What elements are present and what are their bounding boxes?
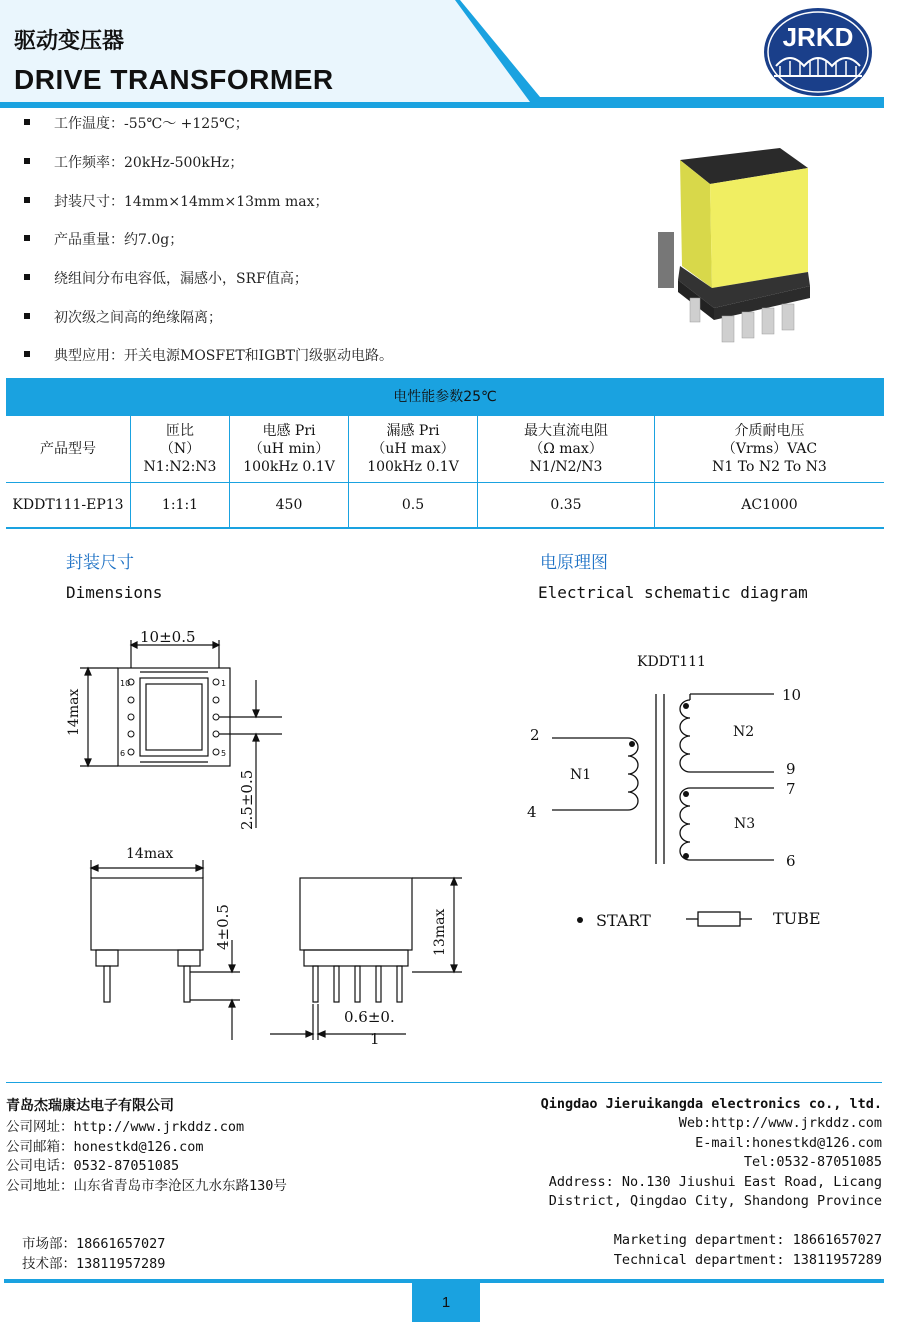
table-header: 产品型号 — [6, 416, 131, 483]
pin-label: 10 — [120, 679, 131, 688]
pin-label: 7 — [786, 780, 796, 798]
feature-item: 初次级之间高的绝缘隔离； — [24, 307, 222, 327]
dim-side-height: 14max — [66, 688, 82, 736]
pin-label: 6 — [786, 852, 796, 870]
schematic-title-en: Electrical schematic diagram — [538, 583, 808, 602]
dimensions-drawing — [0, 610, 470, 1050]
feature-item: 封装尺寸：14mm×14mm×13mm max； — [24, 191, 329, 211]
table-header-row — [6, 416, 884, 483]
address-cn: 公司地址：山东省青岛市李沧区九水东路130号 — [6, 1178, 287, 1194]
feature-item: 工作温度：-55℃～ +125℃； — [24, 113, 249, 133]
website-cn: 公司网址：http://www.jrkddz.com — [6, 1119, 245, 1135]
table-cell: AC1000 — [655, 483, 885, 529]
email-en: E-mail:honestkd@126.com — [695, 1135, 882, 1151]
product-photo — [650, 140, 822, 352]
feature-item: 典型应用：开关电源MOSFET和IGBT门级驱动电路。 — [24, 345, 393, 365]
email-cn: 公司邮箱：honestkd@126.com — [6, 1139, 204, 1155]
legend-start: START — [596, 911, 651, 930]
marketing-en: Marketing department: 18661657027 — [613, 1232, 882, 1248]
pin-label: 2 — [530, 726, 540, 744]
title-en: DRIVE TRANSFORMER — [14, 64, 334, 95]
pin-label: 9 — [786, 760, 796, 778]
jrkd-logo — [762, 6, 874, 98]
page-number: 1 — [412, 1283, 480, 1322]
dim-pin-width: 0.6±0. — [344, 1008, 395, 1026]
table-cell: 0.35 — [478, 483, 655, 529]
schematic-part: KDDT111 — [637, 654, 706, 670]
company-name-en: Qingdao Jieruikangda electronics co., ltd. — [540, 1096, 882, 1112]
table-row — [6, 483, 884, 529]
schematic-diagram — [500, 640, 880, 940]
pin-label: 5 — [221, 749, 227, 758]
dim-pitch: 2.5±0.5 — [238, 769, 256, 830]
technical-cn: 技术部：13811957289 — [22, 1256, 166, 1272]
dim-top-width: 10±0.5 — [140, 628, 196, 646]
table-header: 电感 Pri （uH min） 100kHz 0.1V — [230, 416, 349, 483]
phone-en: Tel:0532-87051085 — [743, 1154, 882, 1170]
schematic-title-cn: 电原理图 — [540, 553, 608, 573]
address-en-2: District, Qingdao City, Shandong Province — [548, 1193, 882, 1209]
phone-cn: 公司电话：0532-87051085 — [6, 1158, 180, 1174]
logo-text: JRKD — [782, 22, 854, 52]
legend-tube: TUBE — [773, 909, 821, 928]
table-header: 漏感 Pri （uH max） 100kHz 0.1V — [349, 416, 478, 483]
website-en: Web:http://www.jrkddz.com — [678, 1115, 882, 1131]
spec-table — [6, 378, 884, 529]
pin-label: 4 — [527, 803, 537, 821]
technical-en: Technical department: 13811957289 — [613, 1252, 882, 1268]
winding-label: N3 — [734, 816, 756, 832]
dim-pin-length: 4±0.5 — [214, 904, 232, 950]
feature-item: 绕组间分布电容低，漏感小，SRF值高； — [24, 268, 308, 288]
feature-item: 产品重量：约7.0g； — [24, 229, 183, 249]
dimensions-title-en: Dimensions — [66, 583, 163, 602]
table-header: 介质耐电压 （Vrms）VAC N1 To N2 To N3 — [655, 416, 885, 483]
company-name-cn: 青岛杰瑞康达电子有限公司 — [6, 1098, 174, 1114]
pin-label: 1 — [221, 679, 227, 688]
winding-label: N2 — [733, 724, 755, 740]
footer-divider — [6, 1082, 882, 1083]
table-caption: 电性能参数25℃ — [6, 378, 884, 416]
table-cell: 450 — [230, 483, 349, 529]
table-cell: 0.5 — [349, 483, 478, 529]
table-header: 匝比 （N） N1:N2:N3 — [131, 416, 230, 483]
feature-item: 工作频率：20kHz-500kHz； — [24, 152, 243, 172]
dimensions-title-cn: 封装尺寸 — [66, 553, 134, 573]
table-cell: 1:1:1 — [131, 483, 230, 529]
dim-front-width: 14max — [126, 846, 174, 862]
title-cn: 驱动变压器 — [14, 29, 125, 54]
table-cell: KDDT111-EP13 — [6, 483, 131, 529]
table-header: 最大直流电阻 （Ω max） N1/N2/N3 — [478, 416, 655, 483]
address-en-1: Address: No.130 Jiushui East Road, Licang — [548, 1174, 882, 1190]
pin-label: 6 — [120, 749, 126, 758]
marketing-cn: 市场部：18661657027 — [22, 1236, 166, 1252]
pin-label: 10 — [782, 686, 802, 704]
dim-height: 13max — [432, 908, 448, 956]
winding-label: N1 — [570, 767, 592, 783]
dim-pin-width-b: 1 — [370, 1030, 380, 1048]
